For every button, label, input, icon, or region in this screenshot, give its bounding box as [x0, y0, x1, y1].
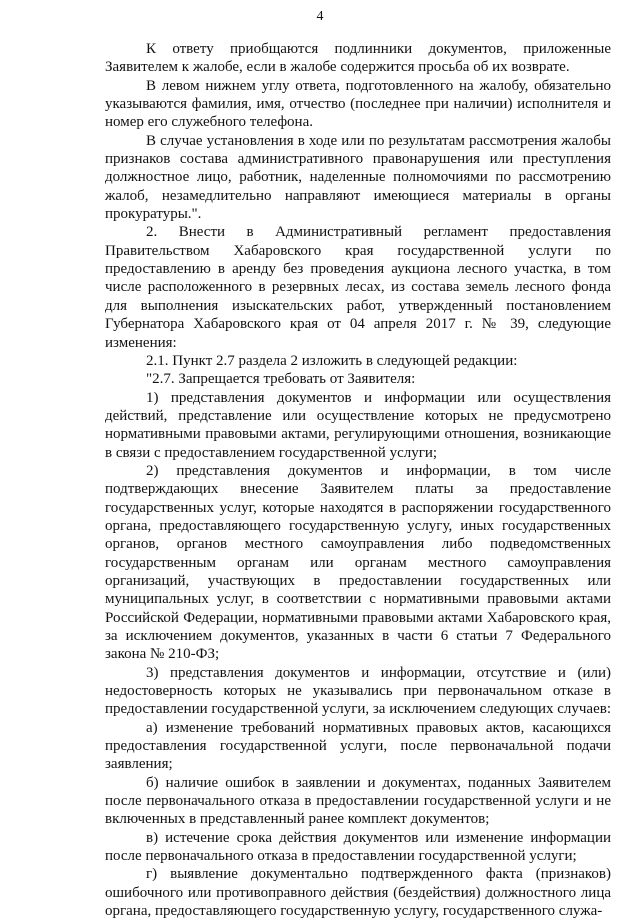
paragraph-subitem-v: в) истечение срока действия документов или изменение информации после первоначального отказа в предоставлении государственной услуги;: [105, 829, 611, 865]
paragraph-amendment-2-1: 2.1. Пункт 2.7 раздела 2 изложить в следующей редакции:: [146, 352, 518, 369]
paragraph-executor-details: В левом нижнем углу ответа, подготовленного на жалобу, обязательно указываются фамилия, имя, отчество (последнее при наличии) исполнителя и номер его служебного телефона.: [105, 77, 611, 131]
paragraph-clause-2-7: "2.7. Запрещается требовать от Заявителя:: [146, 371, 416, 388]
document-body: [105, 40, 611, 921]
paragraph-subitem-g: г) выявление документально подтвержденного факта (признаков) ошибочного или противоправного действия (бездействия) должностного лица органа, предоставляющего государственную услугу, государственного служа-: [105, 866, 611, 920]
paragraph-subitem-a: а) изменение требований нормативных правовых актов, касающихся предоставления государственной услуги, после первоначальной подачи заявления;: [105, 719, 611, 773]
paragraph-prosecutor-referral: В случае установления в ходе или по результатам рассмотрения жалобы признаков состава административного правонарушения или преступления должностное лицо, работник, наделенные полномочиями по рассмотрению жалоб, незамедлительно направляют имеющиеся материалы в органы прокуратуры.".: [105, 132, 611, 223]
paragraph-amendment-2: 2. Внести в Административный регламент предоставления Правительством Хабаровского края государственной услуги по предоставлению в аренду без проведения аукциона лесного участка, в том числе расположенного в резервных лесах, из состава земель лесного фонда для выполнения изыскательских работ, утвержденный постановлением Губернатора Хабаровского края от 04 апреля 2017 г. № 39, следующие изменения:: [105, 224, 611, 351]
paragraph-originals-attached: К ответу приобщаются подлинники документов, приложенные Заявителем к жалобе, если в жалобе содержится просьба об их возврате.: [105, 41, 611, 76]
page-number: 4: [316, 9, 324, 24]
paragraph-item-3: 3) представления документов и информации, отсутствие и (или) недостоверность которых не указывались при первоначальном отказе в предоставлении государственной услуги, за исключением следующих случаев:: [105, 664, 611, 718]
paragraph-item-2: 2) представления документов и информации, в том числе подтверждающих внесение Заявителем платы за предоставление государственных услуг, которые находятся в распоряжении государственного органа, предоставляющего государственную услугу, иных государственных органов, органов местного самоуправления либо подведомственных государственным органам или органам местного самоуправления организаций, участвующих в предоставлении государственных или муниципальных услуг, в соответствии с нормативными правовыми актами Российской Федерации, нормативными правовыми актами Хабаровского края, за исключением документов, указанных в части 6 статьи 7 Федерального закона № 210-ФЗ;: [105, 462, 611, 663]
paragraph-subitem-b: б) наличие ошибок в заявлении и документах, поданных Заявителем после первоначального отказа в предоставлении государственной услуги и не включенных в представленный ранее комплект документов;: [105, 774, 611, 828]
paragraph-item-1: 1) представления документов и информации или осуществления действий, представление или осуществление которых не предусмотрено нормативными правовыми актами, регулирующими отношения, возникающие в связи с предоставлением государственной услуги;: [105, 389, 611, 461]
